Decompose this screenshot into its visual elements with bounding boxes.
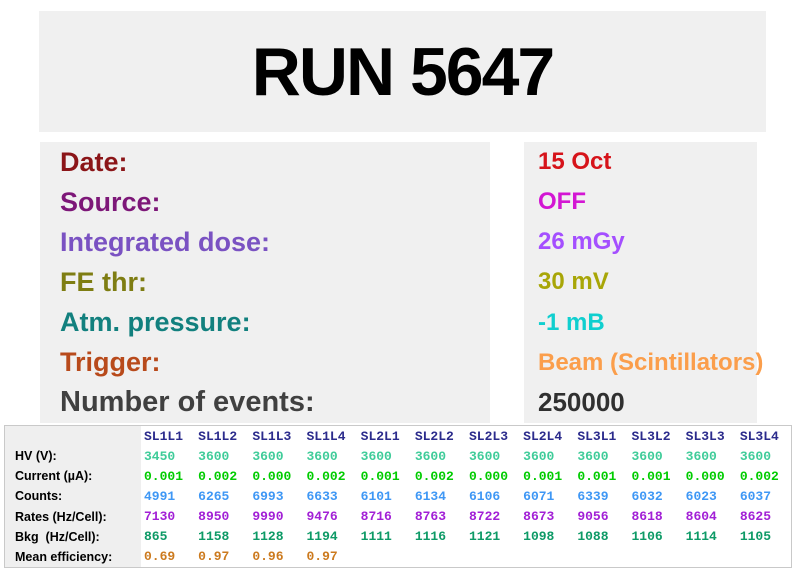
- table-cell: 1158: [198, 529, 230, 545]
- table-row-mean-efficiency: [5, 547, 791, 567]
- table-cell: 3600: [685, 448, 717, 464]
- table-cell: 8950: [198, 509, 230, 525]
- table-cell: 4991: [144, 488, 176, 504]
- table-cell: 6265: [198, 488, 230, 504]
- table-row-label: Counts:: [5, 486, 141, 506]
- table-cell: 1111: [360, 529, 392, 545]
- table-cell: 8722: [469, 509, 501, 525]
- table-cell: 9990: [252, 509, 284, 525]
- table-cell: 0.000: [685, 468, 725, 484]
- table-row-bkg-hz-cell: [5, 527, 791, 547]
- table-row-counts: [5, 486, 791, 506]
- info-value-date: 15 Oct: [538, 148, 612, 176]
- table-cell: 8618: [631, 509, 663, 525]
- table-cell: 8763: [414, 509, 447, 525]
- table-cell: 0.001: [631, 468, 671, 484]
- info-label-trigger: Trigger:: [60, 347, 161, 378]
- info-label-date: Date:: [60, 146, 128, 177]
- table-cell: 3600: [631, 448, 663, 464]
- table-header-cell-sl3l1: SL3L1: [577, 428, 617, 444]
- table-header-cell-sl1l1: SL1L1: [144, 428, 184, 444]
- table-row-label: Current (µA):: [5, 466, 141, 486]
- table-cell: 1194: [306, 529, 338, 545]
- table-cell: 0.001: [577, 468, 617, 484]
- table-cell: 3600: [306, 448, 338, 464]
- table-cell: 6339: [577, 488, 609, 504]
- table-cell: 0.002: [306, 468, 346, 484]
- table-corner-cell: [5, 426, 141, 446]
- table-header-cell-sl2l3: SL2L3: [469, 428, 509, 444]
- table-cell: 7130: [144, 509, 176, 525]
- table-row-hv-v: [5, 446, 791, 466]
- table-row-label: Bkg (Hz/Cell):: [5, 527, 141, 547]
- table-cell: 0.002: [198, 468, 238, 484]
- info-labels-panel: [40, 142, 490, 423]
- table-cell: 0.97: [306, 549, 338, 565]
- table-header-cell-sl2l1: SL2L1: [360, 428, 400, 444]
- info-value-source: OFF: [538, 188, 586, 216]
- table-row-label: Mean efficiency:: [5, 547, 141, 567]
- table-cell: 1114: [685, 529, 717, 545]
- table-cell: 0.002: [739, 468, 779, 484]
- table-cell: 3600: [577, 448, 609, 464]
- table-cell: 8604: [685, 509, 717, 525]
- table-cell: 3450: [144, 448, 176, 464]
- info-label-fe-thr: FE thr:: [60, 266, 147, 297]
- run-monitoring-table: [4, 425, 792, 568]
- table-row-label: HV (V):: [5, 446, 141, 466]
- table-cell: 3600: [360, 448, 392, 464]
- table-cell: 1088: [577, 529, 609, 545]
- table-header-cell-sl3l3: SL3L3: [685, 428, 725, 444]
- table-row-label: Rates (Hz/Cell):: [5, 507, 141, 527]
- table-cell: 3600: [198, 448, 230, 464]
- table-header-cell-sl1l2: SL1L2: [198, 428, 238, 444]
- info-value-fe-thr: 30 mV: [538, 268, 609, 296]
- table-cell: 3600: [523, 448, 555, 464]
- table-cell: 9476: [306, 509, 338, 525]
- run-title: RUN 5647: [251, 33, 554, 110]
- table-cell: 6993: [252, 488, 284, 504]
- info-value-integrated-dose: 26 mGy: [538, 228, 625, 256]
- table-cell: 6134: [414, 488, 447, 504]
- table-cell: 3600: [469, 448, 501, 464]
- table-cell: 6037: [739, 488, 772, 504]
- table-cell: 0.001: [144, 468, 184, 484]
- table-cell: 8673: [523, 509, 555, 525]
- run-banner: [39, 11, 766, 132]
- table-cell: 3600: [252, 448, 284, 464]
- info-label-atm-pressure: Atm. pressure:: [60, 307, 251, 338]
- table-cell: 8625: [739, 509, 772, 525]
- table-cell: 9056: [577, 509, 609, 525]
- table-cell: 3600: [414, 448, 447, 464]
- table-cell: 6071: [523, 488, 555, 504]
- table-cell: 6023: [685, 488, 717, 504]
- table-cell: 0.002: [414, 468, 454, 484]
- table-cell: 865: [144, 529, 168, 545]
- info-value-number-of-events: 250000: [538, 387, 625, 418]
- info-values-panel: [524, 142, 764, 423]
- table-header-cell-sl3l2: SL3L2: [631, 428, 671, 444]
- table-cell: 1128: [252, 529, 284, 545]
- table-cell: 0.96: [252, 549, 284, 565]
- table-cell: 8716: [360, 509, 392, 525]
- table-cell: 6101: [360, 488, 392, 504]
- table-cell: 6032: [631, 488, 663, 504]
- info-label-number-of-events: Number of events:: [60, 386, 315, 419]
- table-cell: 0.69: [144, 549, 176, 565]
- table-cell: 0.97: [198, 549, 230, 565]
- table-cell: 1121: [469, 529, 501, 545]
- table-header-cell-sl3l4: SL3L4: [739, 428, 779, 444]
- table-cell: 1098: [523, 529, 555, 545]
- table-header-row: [5, 426, 791, 446]
- table-cell: 0.000: [252, 468, 292, 484]
- info-value-trigger: Beam (Scintillators): [538, 348, 764, 376]
- table-header-cell-sl1l3: SL1L3: [252, 428, 292, 444]
- info-label-integrated-dose: Integrated dose:: [60, 226, 271, 257]
- table-row-current-a: [5, 466, 791, 486]
- table-cell: 0.001: [360, 468, 400, 484]
- table-cell: 1106: [631, 529, 663, 545]
- info-value-atm-pressure: -1 mB: [538, 308, 605, 336]
- table-header-cell-sl2l2: SL2L2: [414, 428, 454, 444]
- table-cell: 1116: [414, 529, 447, 545]
- table-cell: 3600: [739, 448, 772, 464]
- table-cell: 6633: [306, 488, 338, 504]
- table-row-rates-hz-cell: [5, 507, 791, 527]
- table-header-cell-sl2l4: SL2L4: [523, 428, 563, 444]
- info-label-source: Source:: [60, 186, 161, 217]
- table-cell: 0.000: [469, 468, 509, 484]
- table-header-cell-sl1l4: SL1L4: [306, 428, 346, 444]
- table-cell: 6106: [469, 488, 501, 504]
- table-cell: 1105: [739, 529, 772, 545]
- table-cell: 0.001: [523, 468, 563, 484]
